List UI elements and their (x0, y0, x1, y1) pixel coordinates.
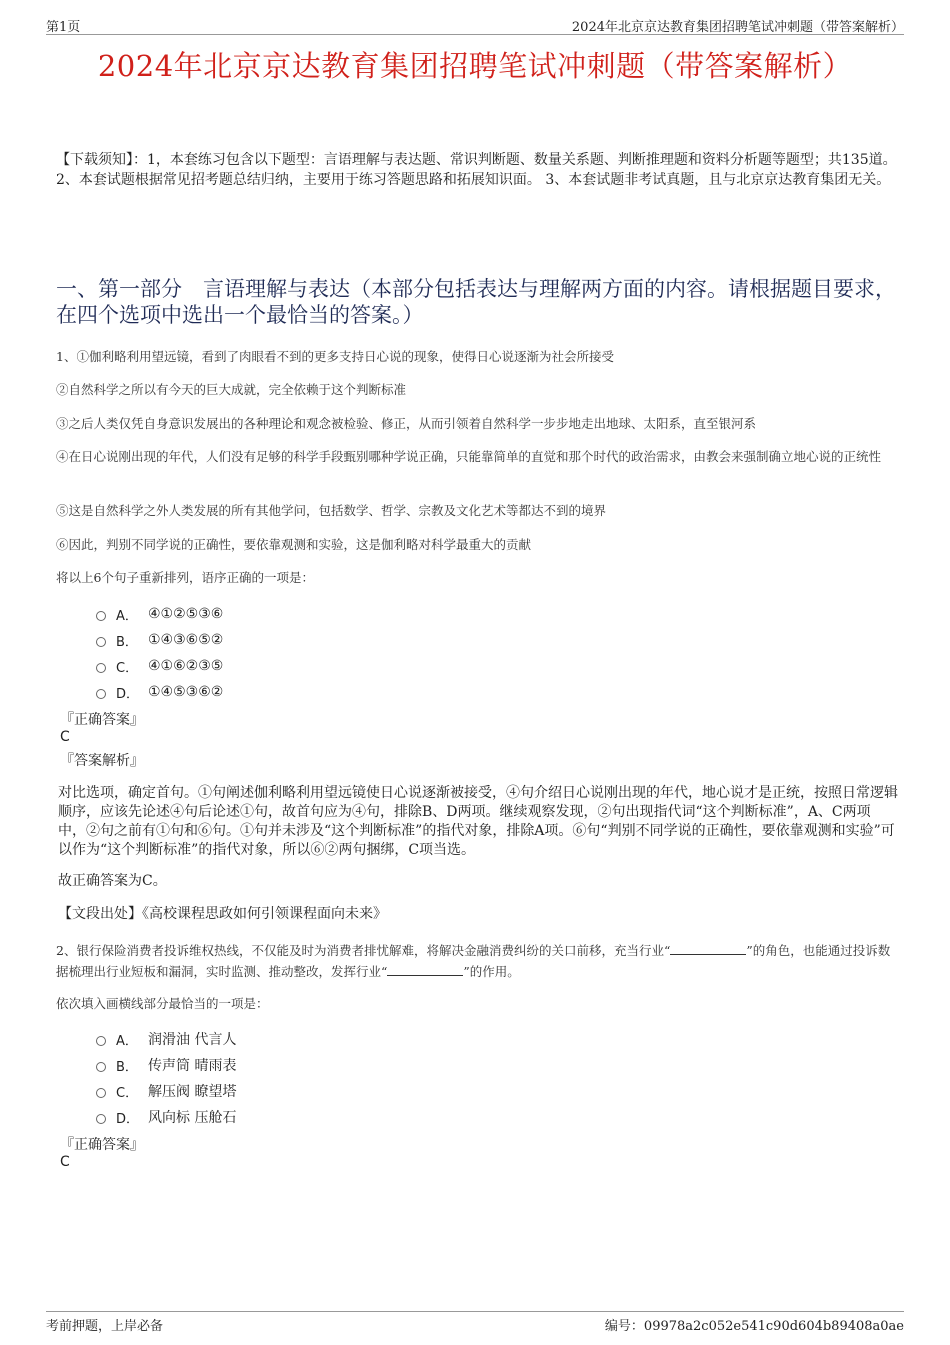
q1-conclusion: 故正确答案为C。 (58, 873, 167, 889)
q2-prompt: 依次填入画横线部分最恰当的一项是： (56, 996, 269, 1011)
radio-icon[interactable] (96, 611, 106, 621)
q1-option-d[interactable]: D． ①④⑤③⑥② (96, 679, 223, 705)
radio-icon[interactable] (96, 1114, 106, 1124)
blank-line (670, 942, 746, 955)
q1-sentence-1: 1、①伽利略利用望远镜，看到了肉眼看不到的更多支持日心说的现象，使得日心说逐渐为社会所接受 (56, 349, 614, 364)
radio-icon[interactable] (96, 663, 106, 673)
document-title: 2024年北京京达教育集团招聘笔试冲刺题（带答案解析） (97, 49, 853, 83)
q1-analysis-label: 『答案解析』 (60, 753, 144, 769)
q2-answer: C (60, 1154, 70, 1170)
q1-options (96, 601, 223, 705)
page-header (46, 14, 904, 35)
radio-icon[interactable] (96, 637, 106, 647)
q1-sentence-5: ⑤这是自然科学之外人类发展的所有其他学问，包括数学、哲学、宗教及文化艺术等都达不到的境界 (56, 503, 607, 518)
q1-sentence-4: ④在日心说刚出现的年代，人们没有足够的科学手段甄别哪种学说正确，只能靠简单的直觉和那个时代的政治需求，由教会来强制确立地心说的正统性 (56, 449, 882, 464)
q2-option-a[interactable]: A． 润滑油 代言人 (96, 1026, 236, 1052)
q1-sentence-2: ②自然科学之所以有今天的巨大成就，完全依赖于这个判断标准 (56, 382, 407, 397)
radio-icon[interactable] (96, 1088, 106, 1098)
q2-options (96, 1026, 236, 1130)
q2-option-d[interactable]: D． 风向标 压舱石 (96, 1104, 236, 1130)
footer-slogan: 考前押题，上岸必备 (46, 1319, 164, 1334)
q1-answer: C (60, 729, 70, 745)
q2-stem: 2、银行保险消费者投诉维权热线，不仅能及时为消费者排忧解难，将解决金融消费纠纷的关口前移，充当行业“ ”的角色，也能通过投诉数据梳理出行业短板和漏洞，实时监测、推动整改，发挥行业“ ”的作用。 (56, 943, 891, 979)
blank-line (387, 963, 463, 976)
download-notice: 【下载须知】：1，本套练习包含以下题型：言语理解与表达题、常识判断题、数量关系题、判断推理题和资料分析题等题型；共135道。 2、本套试题根据常见招考题总结归纳，主要用于练习答题思路和拓展知识面。 3、本套试题非考试真题，且与北京京达教育集团无关。 (56, 152, 897, 188)
q1-source: 【文段出处】《高校课程思政如何引领课程面向未来》 (58, 906, 387, 922)
q1-answer-label: 『正确答案』 (60, 712, 144, 728)
page-number: 第1页 (46, 20, 81, 35)
q1-option-c[interactable]: C． ④①⑥②③⑤ (96, 653, 223, 679)
radio-icon[interactable] (96, 1062, 106, 1072)
q1-option-b[interactable]: B． ①④③⑥⑤② (96, 627, 223, 653)
q1-sentence-6: ⑥因此，判别不同学说的正确性，要依靠观测和实验，这是伽利略对科学最重大的贡献 (56, 537, 532, 552)
header-doc-title: 2024年北京京达教育集团招聘笔试冲刺题（带答案解析） (571, 20, 904, 35)
page-footer (46, 1311, 904, 1334)
q1-analysis: 对比选项，确定首句。①句阐述伽利略利用望远镜使日心说逐渐被接受，④句介绍日心说刚出现的年代，地心说才是正统，按照日常逻辑顺序，应该先论述④句后论述①句，故首句应为④句，排除B、D两项。继续观察发现，②句出现指代词“这个判断标准”，A、C两项中，②句之前有①句和⑥句。①句并未涉及“这个判断标准”的指代对象，排除A项。⑥句“判别不同学说的正确性，要依靠观测和实验”可以作为“这个判断标准”的指代对象，所以⑥②两句捆绑，C项当选。 (58, 785, 898, 858)
q1-option-a[interactable]: A． ④①②⑤③⑥ (96, 601, 223, 627)
q1-sentence-3: ③之后人类仅凭自身意识发展出的各种理论和观念被检验、修正，从而引领着自然科学一步步地走出地球、太阳系，直至银河系 (56, 416, 757, 431)
footer-serial: 编号：09978a2c052e541c90d604b89408a0ae (604, 1319, 904, 1334)
q2-answer-label: 『正确答案』 (60, 1137, 144, 1153)
radio-icon[interactable] (96, 689, 106, 699)
q2-option-c[interactable]: C． 解压阀 瞭望塔 (96, 1078, 236, 1104)
radio-icon[interactable] (96, 1036, 106, 1046)
q1-prompt: 将以上6个句子重新排列，语序正确的一项是： (56, 570, 314, 585)
q2-option-b[interactable]: B． 传声筒 晴雨表 (96, 1052, 236, 1078)
section-heading: 一、第一部分 言语理解与表达（本部分包括表达与理解两方面的内容。请根据题目要求，在四个选项中选出一个最恰当的答案。） (56, 277, 896, 327)
